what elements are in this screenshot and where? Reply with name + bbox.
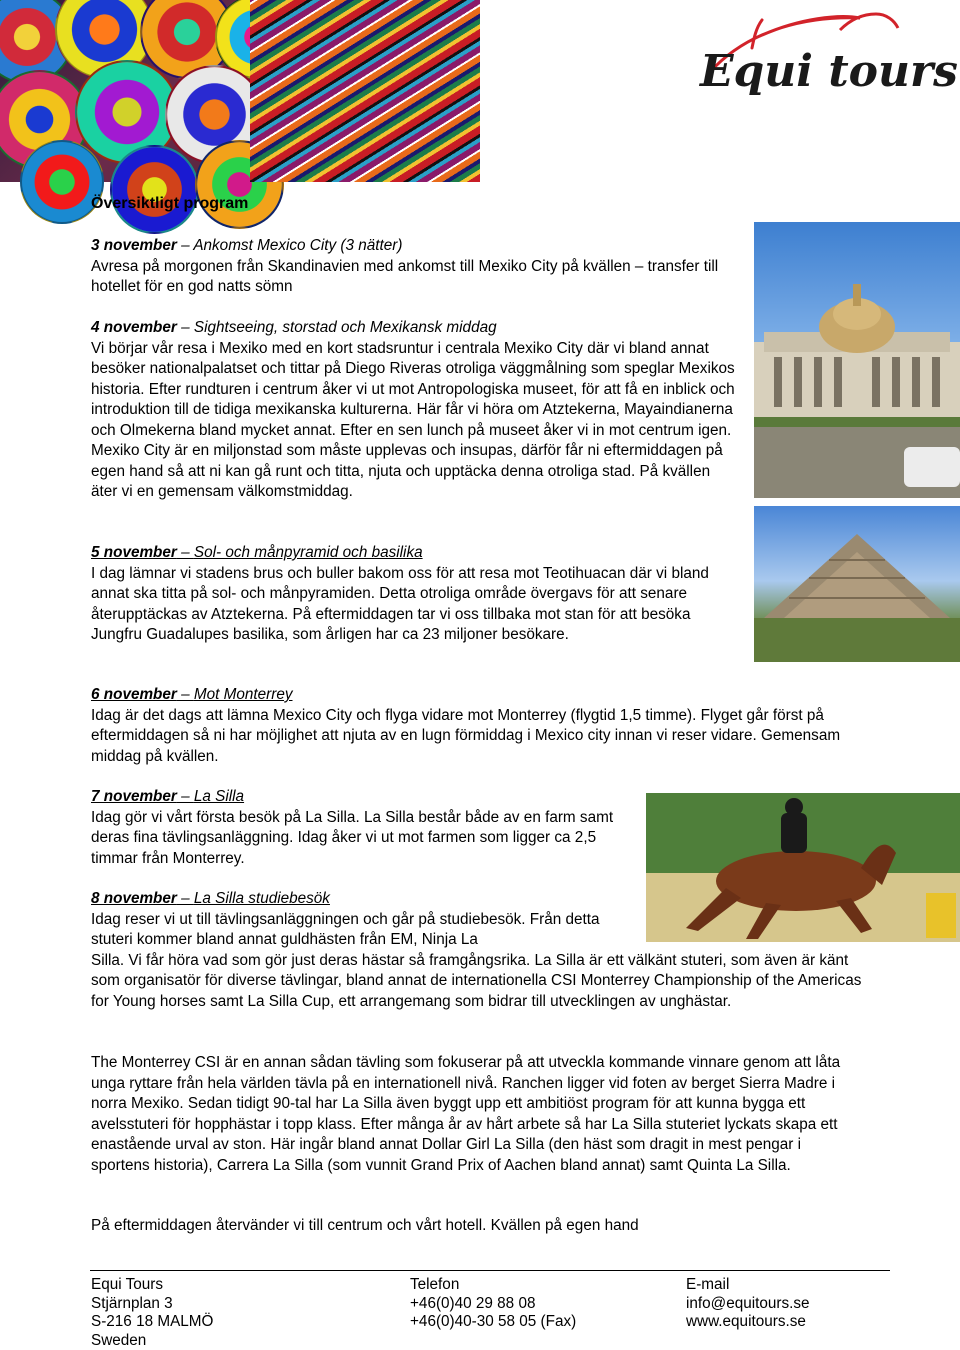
- day-date: 5 november: [91, 544, 177, 561]
- footer-divider: [90, 1270, 890, 1271]
- paragraph-closing: På eftermiddagen återvänder vi till centrum och vårt hotell. Kvällen på egen hand: [91, 1216, 851, 1237]
- day-header: 6 november – Mot Monterrey: [91, 685, 871, 706]
- footer-country: Sweden: [91, 1332, 213, 1350]
- day-body: Idag reser vi ut till tävlingsanläggningen och går på studiebesök. Från detta stuteri kommer bland annat guldhästen från EM, Ninja La: [91, 910, 636, 951]
- day-date: 7 november: [91, 788, 177, 805]
- day-section-3: [91, 543, 741, 646]
- day-section-2: [91, 318, 741, 503]
- footer-company: [91, 1276, 213, 1350]
- day-header: 4 november – Sightseeing, storstad och Mexikansk middag: [91, 318, 741, 339]
- logo-text: Equi tours: [698, 46, 958, 97]
- footer-phone-number: +46(0)40 29 88 08: [410, 1295, 576, 1314]
- day-section-4: [91, 685, 871, 767]
- footer-email: [686, 1276, 810, 1332]
- day-title: Ankomst Mexico City (3 nätter): [193, 237, 402, 254]
- day-header: 3 november – Ankomst Mexico City (3 nätter): [91, 236, 751, 257]
- footer-website-link[interactable]: www.equitours.se: [686, 1313, 810, 1332]
- day-date: 3 november: [91, 237, 177, 254]
- day-body: Idag är det dags att lämna Mexico City och flyga vidare mot Monterrey (flygtid 1,5 timme). Flyget går först på eftermiddagen så ni har möjlighet att njuta av en lugn förmiddag i Mexico city innan vi reser vidare. Gemensam middag på kvällen.: [91, 706, 871, 768]
- footer-company-name: Equi Tours: [91, 1276, 213, 1295]
- day-body-continued: Silla. Vi får höra vad som gör just deras hästar så framgångsrika. La Silla är ett välkänt stuteri, som även är känt som organisatör för diverse tävlingar, bland annat de internationella CSI Monterrey Championship of the Americas for Young horses samt La Silla Cup, ett arrangemang som bidrar till utvecklingen av unghästar.: [91, 951, 876, 1013]
- day-date: 8 november: [91, 890, 177, 907]
- footer-phone: [410, 1276, 576, 1332]
- serape-textile-image: [250, 0, 480, 182]
- day-body: Vi börjar vår resa i Mexiko med en kort stadsruntur i centrala Mexiko City där vi bland annat besöker nationalpalatset och tittar på Diego Riveras otroliga väggmålning som speglar Mexikos historia. Efter rundturen i centrum åker vi ut mot Antropologiska museet, för att få en inblick och introduktion till de tidiga mexikanska kulturerna. Här får vi höra om Atztekerna, Mayaindianerna och Olmekerna bland mycket annat. Efter en sen lunch på museet åker vi in mot centrum igen. Mexiko City är en miljonstad som måste upplevas och insupas, därför får ni eftermiddagen på egen hand så att ni kan gå runt och titta, njuta och upptäcka denna otroliga stad. På kvällen äter vi en gemensam välkomstmiddag.: [91, 339, 736, 503]
- footer-fax-number: +46(0)40-30 58 05 (Fax): [410, 1313, 576, 1332]
- day-date: 6 november: [91, 686, 177, 703]
- day-body: Avresa på morgonen från Skandinavien med ankomst till Mexiko City på kvällen – transfer till hotellet för en god natts sömn: [91, 257, 741, 298]
- palacio-bellas-artes-photo: [754, 222, 960, 498]
- day-title: La Silla: [194, 788, 244, 805]
- logo-svg: [690, 8, 920, 104]
- pyramid-of-the-sun-photo: [754, 506, 960, 662]
- paragraph-monterrey-csi: The Monterrey CSI är en annan sådan tävling som fokuserar på att utveckla kommande vinnare genom att låta unga ryttare från hela världen tävla på en internationell nivå. Ranchen ligger vid foten av berget Sierra Madre i norra Mexiko. Sedan tidigt 90-tal har La Silla även byggt upp ett ambitiöst program för att kunna bygga ett avelsstuteri för hopphästar i topp klass. Efter många år av hårt arbete så har La Silla stuteriet lyckats skapa ett enastående urval av ston. Här ingår bland annat Dollar Girl La Silla (den häst som dragit in mest pengar i sportens historia), Carrera La Silla (som vunnit Grand Prix of Aachen bland annat) samt Quinta La Silla.: [91, 1053, 851, 1176]
- equi-tours-logo: [690, 8, 920, 104]
- footer-phone-label: Telefon: [410, 1276, 576, 1295]
- day-body: Idag gör vi vårt första besök på La Silla. La Silla består både av en farm samt deras fina tävlingsanläggning. Idag åker vi ut mot farmen som ligger ca 2,5 timmar från Monterrey.: [91, 808, 631, 870]
- painted-bowls-image: [0, 0, 290, 182]
- day-section-5: [91, 787, 636, 869]
- day-title: La Silla studiebesök: [194, 890, 330, 907]
- day-body: I dag lämnar vi stadens brus och buller bakom oss för att resa mot Teotihuacan där vi bland annat ska titta på sol- och månpyramiden. Detta otroliga område övergavs för att senare återupptäckas av Atztekerna. På eftermiddagen tar vi oss tillbaka mot stan för att besöka Jungfru Guadalupes basilika, som årligen har ca 23 miljoner besökare.: [91, 564, 739, 646]
- day-header: 8 november – La Silla studiebesök: [91, 889, 876, 910]
- day-title: Sol- och månpyramid och basilika: [194, 544, 423, 561]
- footer-email-label: E-mail: [686, 1276, 810, 1295]
- page-title: Översiktligt program: [91, 195, 248, 213]
- show-jumping-horse-photo: [646, 793, 960, 942]
- day-header: 5 november – Sol- och månpyramid och basilika: [91, 543, 741, 564]
- day-date: 4 november: [91, 319, 177, 336]
- footer-email-link[interactable]: info@equitours.se: [686, 1295, 810, 1314]
- day-header: 7 november – La Silla: [91, 787, 636, 808]
- day-title: Mot Monterrey: [194, 686, 293, 703]
- day-title: Sightseeing, storstad och Mexikansk middag: [194, 319, 497, 336]
- hero-image-collage: [0, 0, 480, 182]
- day-section-1: [91, 236, 751, 298]
- footer-postal-city: S-216 18 MALMÖ: [91, 1313, 213, 1332]
- footer-street: Stjärnplan 3: [91, 1295, 213, 1314]
